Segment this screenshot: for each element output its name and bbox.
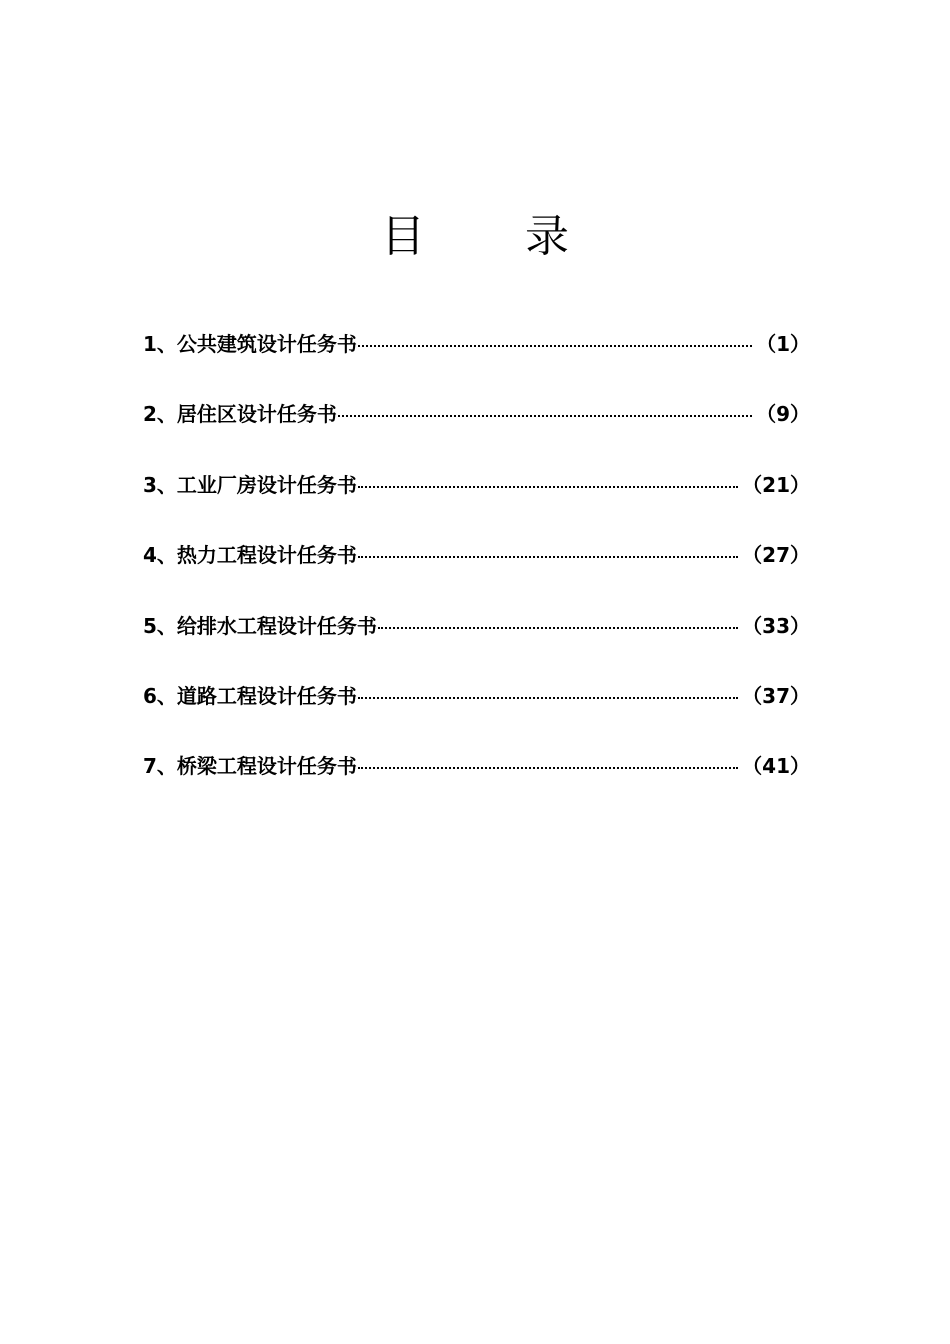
- toc-dot-leader: [358, 767, 738, 769]
- toc-entry-separator: 、: [156, 754, 177, 779]
- toc-entry-number: 1: [143, 332, 157, 356]
- toc-dot-leader: [378, 627, 738, 629]
- toc-entry-label: 给排水工程设计任务书: [176, 613, 377, 638]
- toc-entry-label: 公共建筑设计任务书: [176, 332, 357, 356]
- table-of-contents: [143, 324, 810, 817]
- page-title: [0, 207, 950, 267]
- toc-entry-label: 热力工程设计任务书: [176, 543, 357, 568]
- toc-entry-page: （33）: [742, 613, 810, 638]
- toc-dot-leader: [358, 697, 738, 699]
- toc-entry-number: 5: [143, 613, 157, 638]
- toc-entry-separator: 、: [156, 472, 177, 497]
- toc-dot-leader: [358, 345, 752, 347]
- toc-entry-separator: 、: [156, 683, 177, 708]
- toc-entry-number: 2: [143, 402, 157, 427]
- toc-entry-label: 工业厂房设计任务书: [176, 472, 357, 497]
- toc-entry-label: 道路工程设计任务书: [176, 683, 357, 708]
- toc-dot-leader: [338, 415, 752, 417]
- toc-entry-page: （27）: [742, 543, 810, 568]
- toc-entry-separator: 、: [156, 543, 177, 568]
- toc-entry-3[interactable]: [143, 465, 810, 535]
- toc-entry-page: （21）: [742, 472, 810, 497]
- toc-entry-7[interactable]: [143, 746, 810, 816]
- toc-entry-separator: 、: [156, 402, 177, 427]
- toc-entry-page: （9）: [756, 402, 810, 427]
- toc-entry-number: 6: [143, 683, 157, 708]
- toc-entry-5[interactable]: [143, 606, 810, 676]
- toc-dot-leader: [358, 556, 738, 558]
- page-title-char-2: 录: [525, 211, 569, 263]
- toc-entry-4[interactable]: [143, 535, 810, 605]
- toc-entry-page: （1）: [756, 332, 810, 356]
- toc-entry-number: 3: [143, 472, 157, 497]
- toc-entry-number: 4: [143, 543, 157, 568]
- toc-dot-leader: [358, 486, 738, 488]
- toc-entry-label: 桥梁工程设计任务书: [176, 754, 357, 779]
- toc-entry-2[interactable]: [143, 394, 810, 464]
- toc-entry-separator: 、: [156, 613, 177, 638]
- toc-entry-page: （37）: [742, 683, 810, 708]
- toc-entry-separator: 、: [156, 332, 177, 356]
- toc-entry-label: 居住区设计任务书: [176, 402, 337, 427]
- toc-entry-1[interactable]: [143, 324, 810, 394]
- toc-entry-6[interactable]: [143, 676, 810, 746]
- page-title-char-1: 目: [381, 211, 425, 263]
- toc-entry-number: 7: [143, 754, 157, 779]
- toc-entry-page: （41）: [742, 754, 810, 779]
